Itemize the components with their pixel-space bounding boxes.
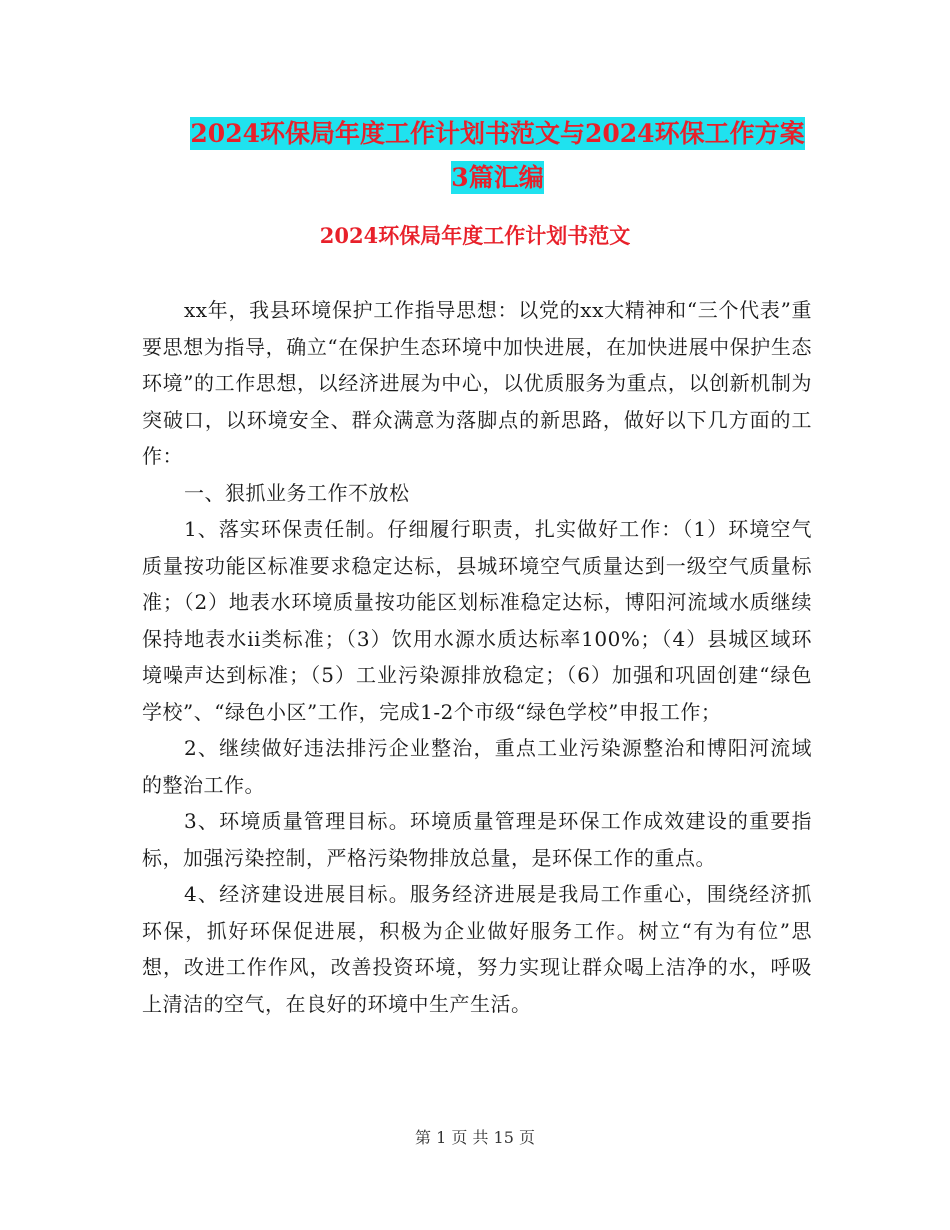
document-title-line-1: 2024环保局年度工作计划书范文与2024环保工作方案	[190, 119, 805, 148]
document-body	[142, 292, 812, 1022]
document-title	[140, 112, 855, 200]
paragraph-item-2: 2、继续做好违法排污企业整治，重点工业污染源整治和博阳河流域的整治工作。	[142, 736, 812, 797]
paragraph-heading-1: 一、狠抓业务工作不放松	[184, 480, 410, 505]
paragraph-item-3: 3、环境质量管理目标。环境质量管理是环保工作成效建设的重要指标，加强污染控制，严格污染物排放总量，是环保工作的重点。	[142, 809, 812, 870]
section-title: 2024环保局年度工作计划书范文	[319, 223, 631, 248]
paragraph-item-4: 4、经济建设进展目标。服务经济进展是我局工作重心，围绕经济抓环保，抓好环保促进展，积极为企业做好服务工作。树立“有为有位”思想，改进工作作风，改善投资环境，努力实现让群众喝上洁净的水，呼吸上清洁的空气，在良好的环境中生产生活。	[142, 882, 812, 1016]
document-title-line-2: 3篇汇编	[451, 163, 544, 192]
paragraph-item-1: 1、落实环保责任制。仔细履行职责，扎实做好工作：（1）环境空气质量按功能区标准要求稳定达标，县城环境空气质量达到一级空气质量标准；（2）地表水环境质量按功能区划标准稳定达标，博阳河流域水质继续保持地表水ii类标准；（3）饮用水源水质达标率100%；（4）县城区域环境噪声达到标准；（5）工业污染源排放稳定；（6）加强和巩固创建“绿色学校”、“绿色小区”工作，完成1-2个市级“绿色学校”申报工作；	[142, 517, 812, 724]
paragraph-intro: xx年，我县环境保护工作指导思想：以党的xx大精神和“三个代表”重要思想为指导，确立“在保护生态环境中加快进展，在加快进展中保护生态环境”的工作思想，以经济进展为中心，以优质服务为重点，以创新机制为突破口，以环境安全、群众满意为落脚点的新思路，做好以下几方面的工作：	[142, 298, 812, 468]
page-footer: 第 1 页 共 15 页	[415, 1128, 535, 1147]
